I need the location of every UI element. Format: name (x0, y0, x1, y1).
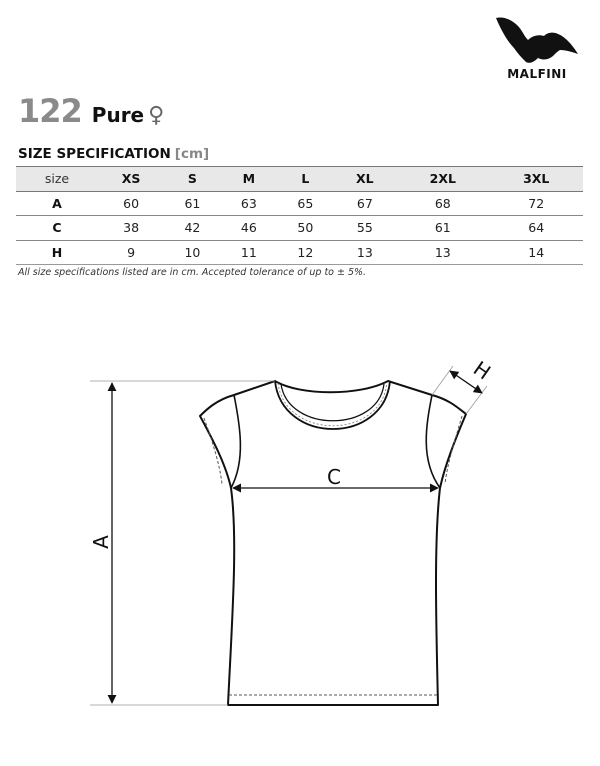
table-cell: 11 (240, 244, 257, 260)
spec-title-text: SIZE SPECIFICATION (18, 146, 171, 162)
dimension-h-label: H (468, 356, 496, 385)
table-cell: 63 (240, 195, 257, 211)
size-header-cell: 2XL (429, 171, 456, 187)
size-header-cell: S (187, 171, 197, 187)
size-header-cell: M (242, 171, 256, 187)
right-sleeve-seam (426, 395, 440, 488)
table-cell: 55 (356, 220, 373, 236)
size-header-cell: XL (356, 171, 374, 187)
table-cell: 14 (528, 244, 545, 260)
table-cell: 61 (184, 195, 201, 211)
table-cell: 64 (528, 220, 545, 236)
table-cell: 50 (297, 220, 314, 236)
right-sleeve-hem (445, 416, 462, 484)
table-cell: 13 (356, 244, 373, 260)
table-cell: 12 (297, 244, 314, 260)
dimension-h-guide-top (466, 386, 487, 414)
brand-name: MALFINI (507, 67, 567, 81)
size-header-cell: XS (121, 171, 141, 187)
table-cell: 67 (356, 195, 373, 211)
table-cell: 72 (528, 195, 545, 211)
table-cell: 10 (184, 244, 201, 260)
size-header-cell: L (301, 171, 310, 187)
table-cell: 13 (434, 244, 451, 260)
left-sleeve-seam (231, 395, 240, 488)
spec-unit: [cm] (174, 146, 210, 162)
row-label: H (51, 244, 63, 260)
dimension-h-guide-bottom (432, 366, 453, 395)
size-header-label: size (44, 171, 70, 187)
table-cell: 38 (123, 220, 140, 236)
table-cell: 65 (297, 195, 314, 211)
table-cell: 42 (184, 220, 201, 236)
table-cell: 61 (434, 220, 451, 236)
product-code: 122 (18, 92, 82, 130)
table-cell: 60 (123, 195, 140, 211)
female-icon: ♀ (148, 103, 165, 128)
dimension-a-label: A (89, 535, 113, 549)
table-cell: 46 (240, 220, 257, 236)
tolerance-note: All size specifications listed are in cm. Accepted tolerance of up to ± 5%. (18, 267, 367, 278)
table-cell: 68 (434, 195, 451, 211)
size-header-cell: 3XL (523, 171, 550, 187)
row-label: C (52, 220, 62, 236)
table-cell: 9 (127, 244, 136, 260)
product-name: Pure (91, 103, 145, 127)
dimension-c-label: C (327, 465, 341, 489)
row-label: A (52, 195, 62, 211)
